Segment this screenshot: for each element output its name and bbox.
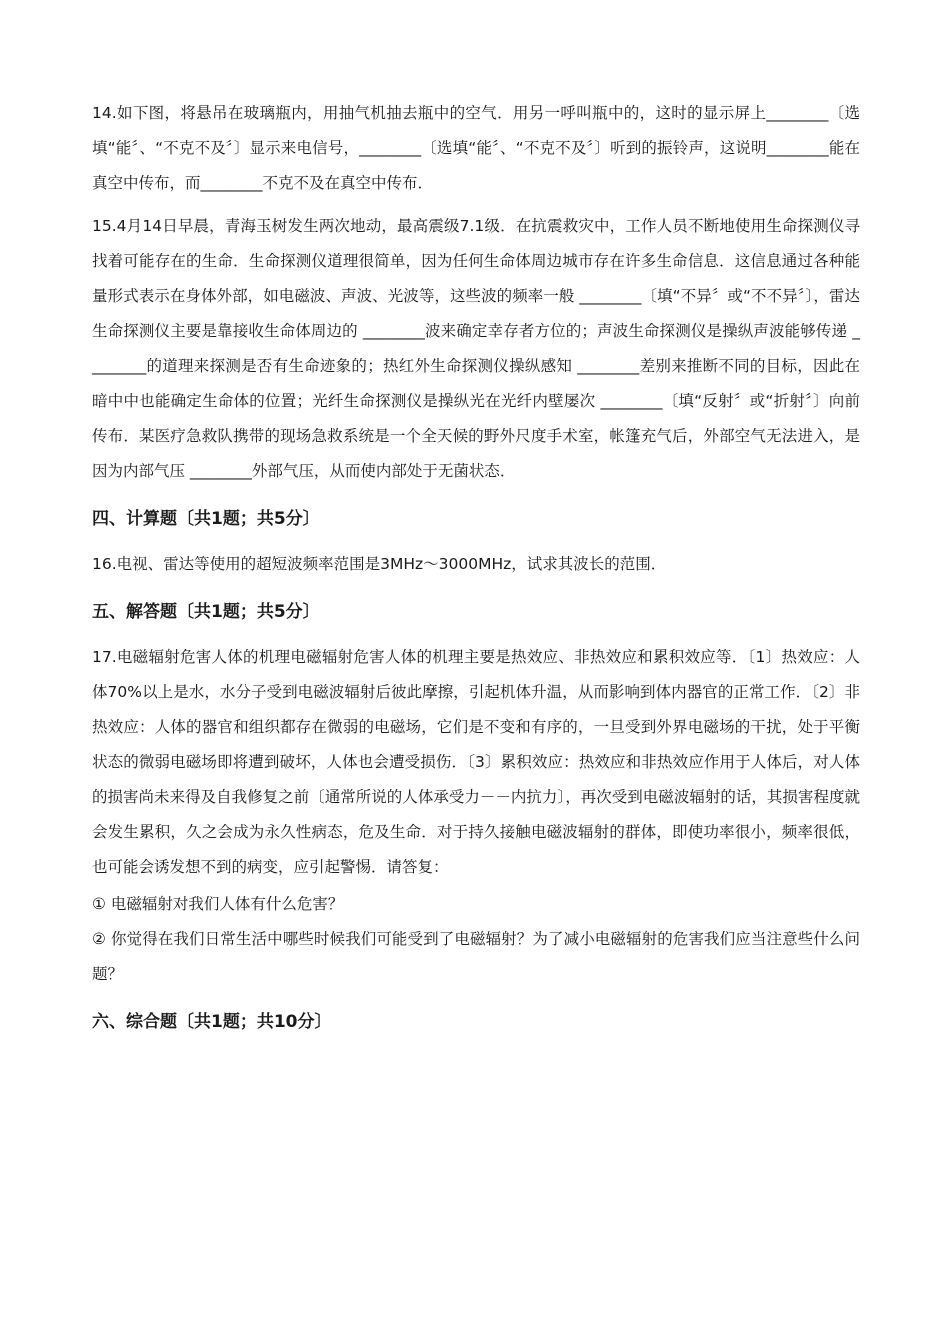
document-page [92,96,860,1050]
question-17-sub-2: ② 你觉得在我们日常生活中哪些时候我们可能受到了电磁辐射？为了减小电磁辐射的危害我们应当注意些什么问题？ [92,930,860,983]
question-16: 16.电视、雷达等使用的超短波频率范围是3MHz～3000MHz，试求其波长的范围． [92,555,667,573]
section-heading-answer: 五、解答题〔共1题；共5分〕 [92,602,320,622]
question-17: 17.电磁辐射危害人体的机理电磁辐射危害人体的机理主要是热效应、非热效应和累积效应等．〔1〕热效应：人体70%以上是水，水分子受到电磁波辐射后彼此摩擦，引起机体升温，从而影响到体内器官的正常工作．〔2〕非热效应：人体的器官和组织都存在微弱的电磁场，它们是不变和有序的，一旦受到外界电磁场的干扰，处于平衡状态的微弱电磁场即将遭到破坏，人体也会遭受损伤．〔3〕累积效应：热效应和非热效应作用于人体后，对人体的损害尚未来得及自我修复之前〔通常所说的人体承受力－－内抗力〕，再次受到电磁波辐射的话，其损害程度就会发生累积，久之会成为永久性病态，危及生命．对于持久接触电磁波辐射的群体，即使功率很小，频率很低，也可能会诱发想不到的病变，应引起警惕．请答复： [92,648,860,876]
section-heading-comprehensive: 六、综合题〔共1题；共10分〕 [92,1012,332,1032]
question-15: 15.4月14日早晨，青海玉树发生两次地动，最高震级7.1级．在抗震救灾中，工作人员不断地使用生命探测仪寻找着可能存在的生命．生命探测仪道理很简单，因为任何生命体周边城市存在许多生命信息．这信息通过各种能量形式表示在身体外部，如电磁波、声波、光波等，这些波的频率一般 ________〔填“不异〞或“不不异〞〕，雷达生命探测仪主要是靠接收生命体周边的 ________波来确定幸存者方位的；声波生命探测仪是操纵声波能够传递 ________的道理来探测是否有生命迹象的；热红外生命探测仪操纵感知 ________差别来推断不同的目标，因此在暗中中也能确定生命体的位置；光纤生命探测仪是操纵光在光纤内壁屡次 ________〔填“反射〞或“折射〞〕向前传布．某医疗急救队携带的现场急救系统是一个全天候的野外尺度手术室，帐篷充气后，外部空气无法进入，是因为内部气压 ________外部气压，从而使内部处于无菌状态． [92,217,860,480]
question-17-sub-1: ① 电磁辐射对我们人体有什么危害？ [92,895,344,913]
section-heading-calculation: 四、计算题〔共1题；共5分〕 [92,509,320,529]
question-14: 14.如下图，将悬吊在玻璃瓶内，用抽气机抽去瓶中的空气．用另一呼叫瓶中的，这时的显示屏上________〔选填“能〞、“不克不及〞〕显示来电信号，________〔选填“能〞、“不克不及〞〕听到的振铃声，这说明________能在真空中传布，而________不克不及在真空中传布． [92,104,860,192]
